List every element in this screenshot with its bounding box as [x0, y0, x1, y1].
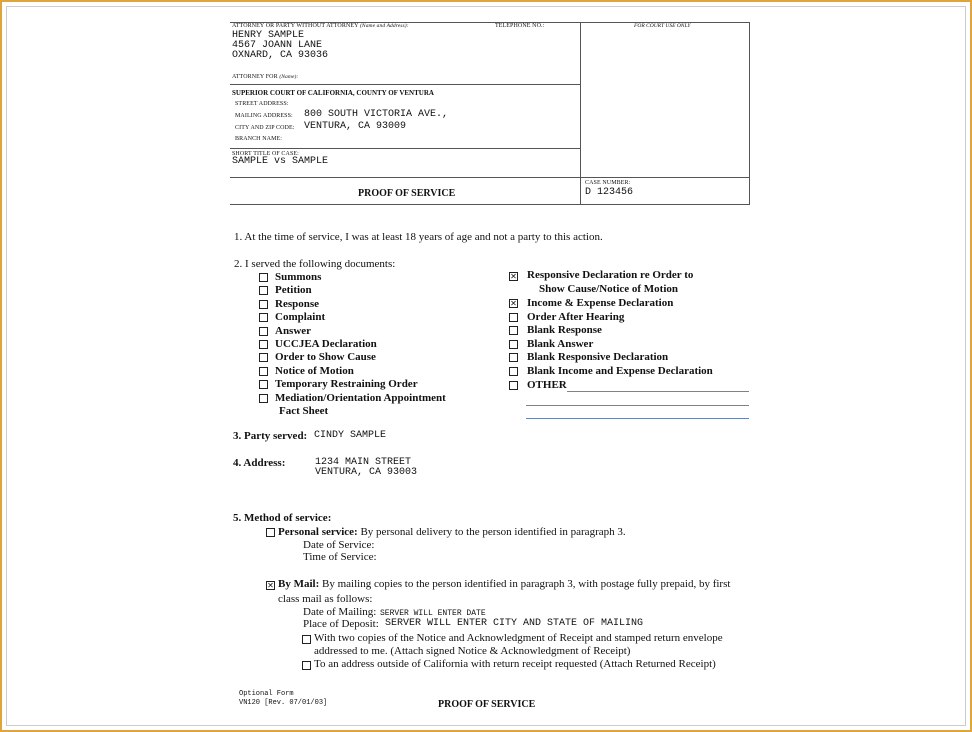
other-underline-2 [526, 405, 749, 406]
method-of-service-label: 5. Method of service: [233, 512, 332, 524]
branch-name-label: BRANCH NAME: [235, 136, 283, 142]
left-doc-checkbox[interactable] [259, 380, 268, 389]
left-doc-continuation: Fact Sheet [279, 405, 329, 417]
personal-service-checkbox[interactable] [266, 528, 275, 537]
short-title-value: SAMPLE vs SAMPLE [232, 156, 329, 167]
right-doc-label: Blank Answer [527, 337, 594, 350]
right-doc-checkbox[interactable] [509, 353, 518, 362]
right-doc-checkbox[interactable] [509, 367, 518, 376]
party-served-label: 3. Party served: [233, 430, 308, 442]
header-rule-2 [230, 148, 580, 149]
footer-form-id: VN120 [Rev. 07/01/03] [239, 699, 328, 707]
address-line1: 1234 MAIN STREET [315, 457, 412, 468]
time-of-service-label: Time of Service: [303, 551, 377, 563]
mailing-address-value: 800 SOUTH VICTORIA AVE., [304, 109, 449, 120]
left-doc-checkbox[interactable] [259, 286, 268, 295]
right-doc-checkbox[interactable] [509, 381, 518, 390]
mailing-address-label: MAILING ADDRESS: [235, 113, 293, 119]
address-label: 4. Address: [233, 457, 286, 469]
left-doc-checkbox[interactable] [259, 394, 268, 403]
city-zip-value: VENTURA, CA 93009 [304, 121, 407, 132]
court-name: SUPERIOR COURT OF CALIFORNIA, COUNTY OF VENTURA [232, 89, 434, 97]
right-doc-label: Blank Responsive Declaration [527, 351, 669, 364]
right-doc-responsive-line2: Show Cause/Notice of Motion [539, 283, 679, 295]
by-mail-text-cont: class mail as follows: [278, 593, 373, 605]
left-doc-label: Response [275, 297, 320, 310]
right-doc-label: Blank Response [527, 324, 602, 337]
street-address-label: STREET ADDRESS: [235, 101, 289, 107]
right-doc-responsive-line1: Responsive Declaration re Order to [527, 269, 694, 281]
date-of-service-label: Date of Service: [303, 539, 375, 551]
date-of-mailing-label: Date of Mailing: [303, 606, 377, 618]
left-doc-label: Complaint [275, 311, 326, 324]
short-title-label: SHORT TITLE OF CASE: [232, 151, 299, 157]
acknowledgment-option-line1: With two copies of the Notice and Acknowledgment of Receipt and stamped return envelope [314, 632, 723, 644]
left-doc-checkbox[interactable] [259, 367, 268, 376]
left-doc-label: UCCJEA Declaration [275, 338, 377, 350]
acknowledgment-option-checkbox[interactable] [302, 635, 311, 644]
attorney-street: 4567 JOANN LANE [232, 40, 323, 51]
header-rule-3 [230, 177, 750, 178]
right-doc-label: Order After Hearing [527, 310, 625, 323]
place-of-deposit-label: Place of Deposit: [303, 618, 379, 630]
left-doc-checkbox[interactable] [259, 313, 268, 322]
date-of-mailing-value: SERVER WILL ENTER DATE [380, 609, 486, 618]
left-doc-checkbox[interactable] [259, 327, 268, 336]
header-rule-1 [230, 84, 580, 85]
right-doc-label: Blank Income and Expense Declaration [527, 365, 713, 377]
left-doc-label: Petition [275, 284, 312, 297]
right-doc-label: Income & Expense Declaration [527, 297, 674, 309]
attorney-for-label: ATTORNEY FOR (Name): [232, 74, 299, 80]
left-doc-label: Temporary Restraining Order [275, 378, 418, 391]
left-doc-checkbox[interactable] [259, 273, 268, 282]
responsive-declaration-checkbox[interactable]: ✕ [510, 272, 517, 281]
attorney-city: OXNARD, CA 93036 [232, 50, 329, 61]
other-underline-3 [526, 418, 749, 419]
left-doc-label: Summons [275, 271, 322, 283]
telephone-label: TELEPHONE NO.: [495, 23, 545, 29]
outside-california-option-checkbox[interactable] [302, 661, 311, 670]
footer-title: PROOF OF SERVICE [438, 699, 536, 710]
left-doc-label: Answer [275, 324, 312, 337]
item-2-label: 2. I served the following documents: [234, 258, 396, 270]
right-doc-label: OTHER [527, 378, 567, 391]
doc-title: PROOF OF SERVICE [358, 188, 456, 199]
left-doc-label: Order to Show Cause [275, 351, 376, 364]
city-zip-label: CITY AND ZIP CODE: [235, 125, 295, 131]
left-doc-label: Notice of Motion [275, 364, 354, 377]
attorney-label: ATTORNEY OR PARTY WITHOUT ATTORNEY (Name and Address): [232, 23, 409, 29]
left-doc-checkbox[interactable] [259, 300, 268, 309]
acknowledgment-option-line2: addressed to me. (Attach signed Notice & Acknowledgment of Receipt) [314, 645, 631, 657]
right-doc-checkbox[interactable] [509, 313, 518, 322]
case-number-label: CASE NUMBER: [585, 180, 631, 186]
item-1-text: 1. At the time of service, I was at least 18 years of age and not a party to this action. [234, 231, 603, 243]
left-doc-label: Mediation/Orientation Appointment [275, 391, 446, 404]
other-underline-1 [567, 391, 749, 392]
header-bottom-rule [230, 204, 750, 205]
right-doc-checkbox[interactable]: ✕ [510, 299, 517, 308]
case-number-value: D 123456 [585, 187, 634, 198]
by-mail-checkbox[interactable]: ✕ [267, 581, 274, 590]
personal-service-text: Personal service: By personal delivery to the person identified in paragraph 3. [278, 526, 626, 538]
left-doc-checkbox[interactable] [259, 340, 268, 349]
party-served-value: CINDY SAMPLE [314, 430, 387, 441]
address-line2: VENTURA, CA 93003 [315, 467, 418, 478]
right-doc-checkbox[interactable] [509, 340, 518, 349]
footer-optional-form: Optional Form [239, 690, 294, 698]
outside-california-option-text: To an address outside of California with return receipt requested (Attach Returned Receipt) [314, 658, 716, 670]
place-of-deposit-value: SERVER WILL ENTER CITY AND STATE OF MAILING [385, 618, 644, 629]
right-doc-checkbox[interactable] [509, 326, 518, 335]
by-mail-text: By Mail: By mailing copies to the person identified in paragraph 3, with postage fully prepaid, by first [278, 578, 731, 590]
left-doc-checkbox[interactable] [259, 353, 268, 362]
attorney-name: HENRY SAMPLE [232, 30, 305, 41]
court-use-label: FOR COURT USE ONLY [634, 23, 691, 29]
